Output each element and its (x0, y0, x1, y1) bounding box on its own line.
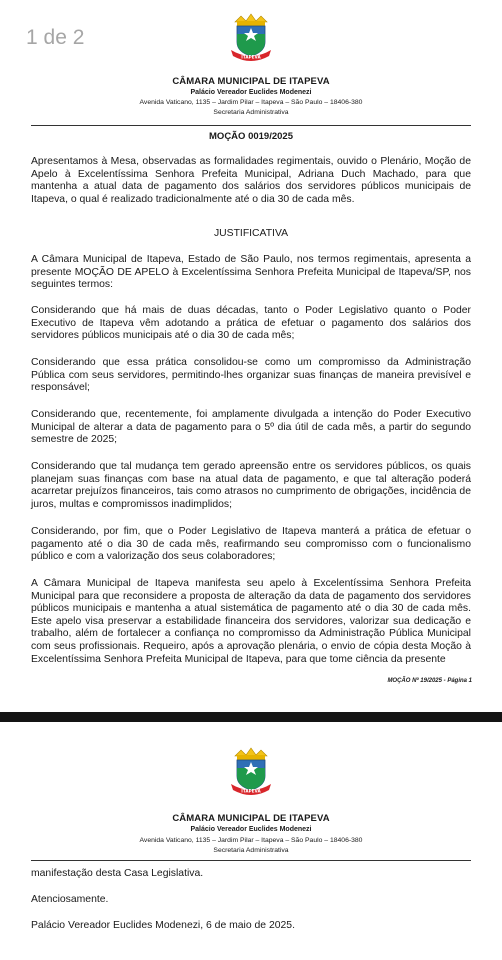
intro-paragraph: Apresentamos à Mesa, observadas as formalidades regimentais, ouvido o Plenário, Moção de Apelo à Excelentíssima Senhora Prefeita Municipal, Adriana Duch Machado, para que mantenha a atual data de pagamento dos salários dos servidores públicos municipais de Itapeva, o qual é realizado tradicionalmente até o dia 30 de cada mês. (31, 156, 471, 205)
body-paragraph-2: Considerando que há mais de duas décadas, tanto o Poder Legislativo quanto o Poder Executivo de Itapeva vêm adotando a prática de efetuar o pagamento dos salários dos servidores públicos municipais até o dia 30 de cada mês; (31, 305, 471, 342)
page-separator (0, 712, 502, 722)
institution-department-page2: Secretaria Administrativa (213, 847, 289, 854)
page-footer: MOÇÃO Nº 19/2025 - Página 1 (387, 678, 472, 684)
section-heading: JUSTIFICATIVA (213, 228, 289, 239)
institution-subtitle-page2: Palácio Vereador Euclides Modenezi (190, 826, 312, 833)
body-paragraph-5: Considerando que tal mudança tem gerado apreensão entre os servidores públicos, os quais planejam suas finanças com base na atual data de pagamento, e que tal alteração poderá acarretar prejuízos financeiros, tais como atrasos no cumprimento de obrigações, incidência de juros, multas e compromissos inadimplidos; (31, 461, 471, 510)
institution-department: Secretaria Administrativa (213, 109, 289, 116)
institution-title-page2: CÂMARA MUNICIPAL DE ITAPEVA (172, 813, 330, 824)
city-crest (229, 12, 273, 69)
body-paragraph-3: Considerando que essa prática consolidou-se como um compromisso da Administração Pública com seus servidores, permitindo-lhes organizar suas finanças de maneira previsível e responsável; (31, 357, 471, 394)
body-paragraph-4: Considerando que, recentemente, foi amplamente divulgada a intenção do Poder Executivo Municipal de alterar a data de pagamento para o 5º dia útil de cada mês, a partir do segundo semestre de 2025; (31, 409, 471, 446)
page-counter: 1 de 2 (26, 26, 85, 49)
continuation-text: manifestação desta Casa Legislativa. (31, 868, 204, 879)
institution-address-page2: Avenida Vaticano, 1135 – Jardim Pilar – Itapeva – São Paulo – 18406-380 (139, 837, 363, 844)
institution-title: CÂMARA MUNICIPAL DE ITAPEVA (172, 76, 330, 87)
body-paragraph-1: A Câmara Municipal de Itapeva, Estado de São Paulo, nos termos regimentais, apresenta a presente MOÇÃO DE APELO à Excelentíssima Senhora Prefeita Municipal de Itapeva/SP, nos seguintes termos: (31, 254, 471, 291)
city-crest-page2 (229, 746, 273, 803)
closing-text: Atenciosamente. (31, 894, 109, 905)
header-divider (31, 125, 471, 126)
header-divider-page2 (31, 860, 471, 861)
document-title: MOÇÃO 0019/2025 (209, 131, 293, 142)
body-paragraph-7: A Câmara Municipal de Itapeva manifesta seu apelo à Excelentíssima Senhora Prefeita Municipal para que reconsidere a proposta de alteração da data de pagamento dos servidores públicos municipais e mantenha a atual sistemática de pagamento até o dia 30 de cada mês. Este apelo visa preservar a estabilidade financeira dos servidores, valorizar sua dedicação e trabalho, além de fortalecer a confiança no compromisso da Administração Pública Municipal com seus profissionais. Requeiro, após a aprovação plenária, o envio de cópia desta Moção à Excelentíssima Senhora Prefeita Municipal de Itapeva, para que tome ciência da presente (31, 578, 471, 665)
body-paragraph-6: Considerando, por fim, que o Poder Legislativo de Itapeva manterá a prática de efetuar o pagamento até o dia 30 de cada mês, reafirmando seu compromisso com o funcionalismo público e com a valorização dos seus colaboradores; (31, 526, 471, 563)
institution-address: Avenida Vaticano, 1135 – Jardim Pilar – Itapeva – São Paulo – 18406-380 (139, 99, 363, 106)
place-date-text: Palácio Vereador Euclides Modenezi, 6 de maio de 2025. (31, 920, 295, 931)
institution-subtitle: Palácio Vereador Euclides Modenezi (190, 89, 312, 96)
crest-banner-text: ITAPEVA (241, 54, 261, 60)
crest-banner-text-page2: ITAPEVA (241, 788, 261, 794)
